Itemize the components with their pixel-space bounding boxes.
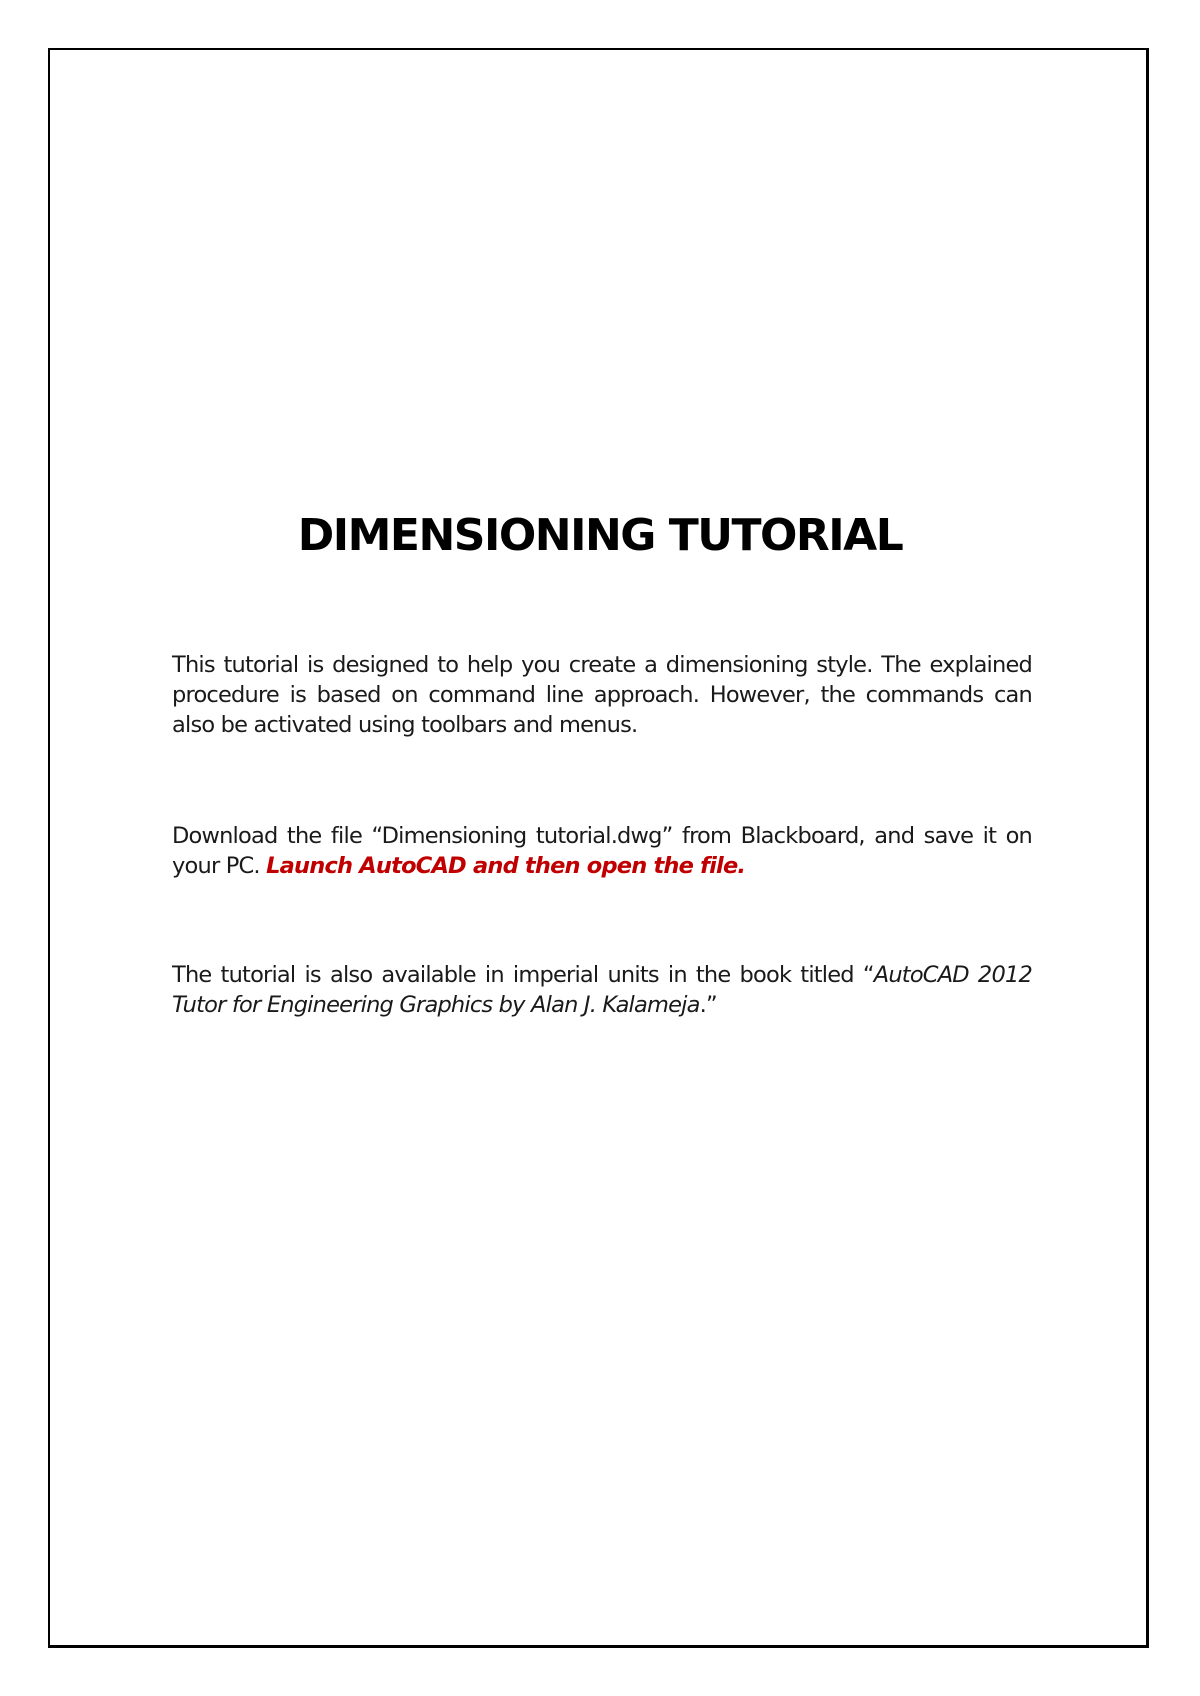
launch-instruction: Launch AutoCAD and then open the file xyxy=(266,853,738,879)
download-text: Download the file “Dimensioning tutorial.dwg” from Blackboard, and save it on your PC. xyxy=(172,823,1032,879)
book-title: AutoCAD 2012 Tutor for Engineering Graphics by Alan J. Kalameja xyxy=(172,962,1032,1018)
book-text: The tutorial is also available in imperial units in the book titled “ xyxy=(172,962,874,988)
launch-instruction-period: . xyxy=(737,853,746,879)
book-paragraph xyxy=(172,960,1032,1020)
download-paragraph xyxy=(172,821,1032,881)
book-text-end: .” xyxy=(699,992,717,1018)
page-title: DIMENSIONING TUTORIAL xyxy=(297,510,903,561)
intro-paragraph: This tutorial is designed to help you create a dimensioning style. The explained procedure is based on command line approach. However, the commands can also be activated using toolbars and menus. xyxy=(172,652,1032,738)
